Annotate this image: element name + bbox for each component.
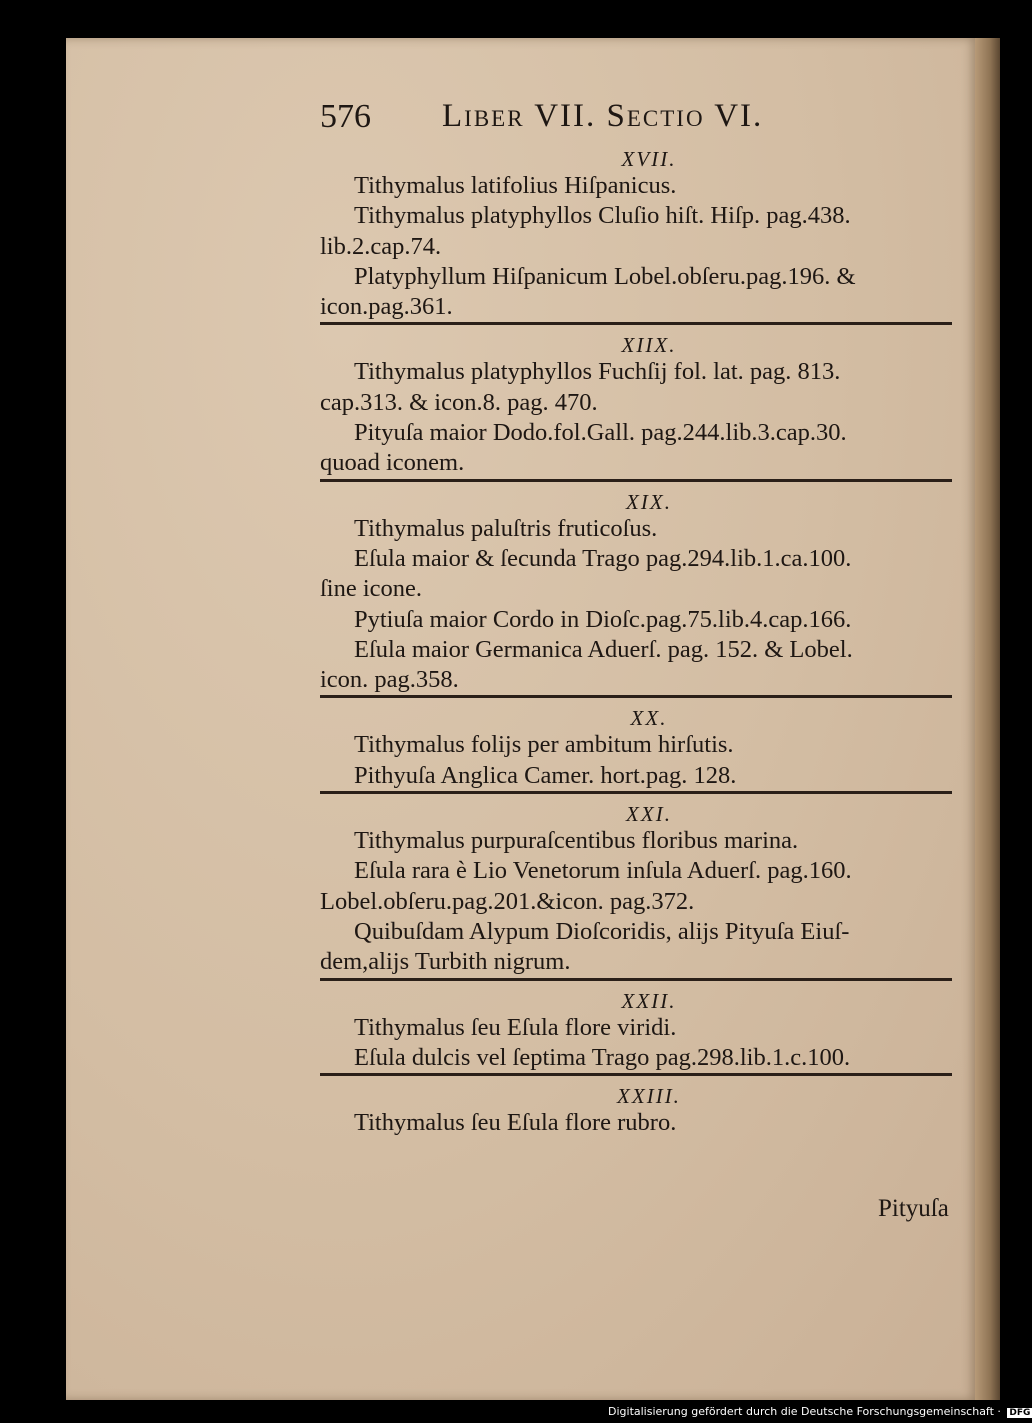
entry-line: Tithymalus ſeu Eſula flore viridi. (354, 1013, 677, 1041)
section-number: XXI. (626, 802, 672, 827)
section-rule (320, 978, 952, 981)
entry-line: Lobel.obſeru.pag.201.&icon. pag.372. (320, 887, 695, 915)
section-xiix (320, 334, 960, 481)
dfg-logo: DFG (1009, 1408, 1031, 1418)
entry-line: Eſula maior & ſecunda Trago pag.294.lib.1.ca.100. (354, 544, 852, 572)
section-xix (320, 491, 960, 699)
section-rule (320, 1073, 952, 1076)
entry-line: cap.313. & icon.8. pag. 470. (320, 388, 598, 416)
section-xxiii (320, 1085, 960, 1138)
section-number: XXIII. (617, 1084, 681, 1109)
section-xx (320, 707, 960, 794)
entry-line: Pithyuſa Anglica Camer. hort.pag. 128. (354, 761, 737, 789)
section-rule (320, 479, 952, 482)
section-xxii (320, 990, 960, 1077)
page-text (320, 98, 960, 1138)
digitization-credit (608, 1405, 1032, 1418)
section-number: XXII. (621, 988, 677, 1013)
entry-line: Tithymalus paluſtris fruticoſus. (354, 514, 658, 542)
entry-line: Pityuſa maior Dodo.fol.Gall. pag.244.lib.3.cap.30. (354, 419, 847, 447)
entry-line: lib.2.cap.74. (320, 232, 442, 260)
entry-line: Eſula dulcis vel ſeptima Trago pag.298.lib.1.c.100. (354, 1043, 851, 1071)
entry-line: Tithymalus folijs per ambitum hirſutis. (354, 731, 734, 759)
section-number: XIIX. (621, 333, 677, 358)
section-rule (320, 322, 952, 325)
entry-line: Quibuſdam Alypum Dioſcoridis, alijs Pityuſa Eiuſ- (354, 917, 850, 945)
section-rule (320, 791, 952, 794)
section-number: XVII. (621, 147, 677, 171)
section-number: XX. (630, 706, 668, 731)
entry-line: quoad iconem. (320, 449, 465, 477)
entry-line: Tithymalus purpuraſcentibus floribus marina. (354, 827, 799, 855)
entry-line: icon.pag.361. (320, 293, 453, 321)
catchword: Pityuſa (878, 1195, 949, 1222)
entry-line: Eſula rara è Lio Venetorum inſula Aduerſ. pag.160. (354, 857, 852, 885)
entry-line: Platyphyllum Hiſpanicum Lobel.obſeru.pag.196. & (354, 262, 856, 290)
entry-line: Eſula maior Germanica Aduerſ. pag. 152. & Lobel. (354, 635, 853, 663)
entry-line: Tithymalus latifolius Hiſpanicus. (354, 172, 677, 199)
page-number: 576 (320, 98, 371, 135)
section-number: XIX. (626, 489, 672, 514)
page-header (320, 98, 960, 148)
entry-line: Pytiuſa maior Cordo in Dioſc.pag.75.lib.4.cap.166. (354, 605, 852, 633)
entry-line: Tithymalus platyphyllos Fuchſij fol. lat. pag. 813. (354, 358, 841, 386)
credit-text: Digitalisierung gefördert durch die Deutsche Forschungsgemeinschaft · (608, 1405, 1001, 1418)
running-title: Liber VII. Sectio VI. (442, 98, 764, 134)
page-edge (975, 38, 1000, 1400)
entry-line: ſine icone. (320, 575, 423, 603)
entry-line: Tithymalus ſeu Eſula flore rubro. (354, 1109, 677, 1137)
section-xxi (320, 803, 960, 980)
entry-line: icon. pag.358. (320, 666, 459, 694)
section-xvii (320, 148, 960, 325)
entry-line: Tithymalus platyphyllos Cluſio hiſt. Hiſp. pag.438. (354, 202, 851, 230)
section-rule (320, 695, 952, 698)
entry-line: dem,alijs Turbith nigrum. (320, 948, 571, 976)
